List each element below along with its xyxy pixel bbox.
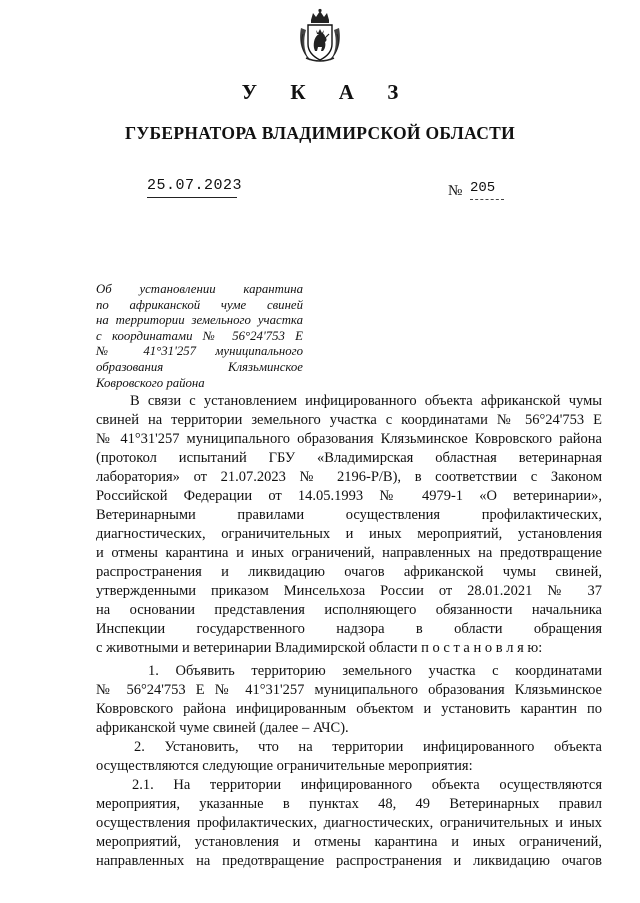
decree-number: 205: [470, 180, 504, 200]
body-line: диагностических, ограничительных и иных мероприятий, установления: [96, 526, 602, 542]
body-line: Ветеринарными правилами осуществления профилактических,: [96, 507, 602, 523]
body-line: Российской Федерации от 14.05.1993 № 4979-1 «О ветеринарии»,: [96, 488, 602, 504]
document-title: У К А З: [241, 80, 413, 104]
body-line: Инспекции государственного надзора в области обращения: [96, 621, 602, 637]
body-line: на основании представления исполняющего обязанности начальника: [96, 602, 602, 618]
decree-subject: [96, 282, 303, 391]
body-line: распространения и ликвидацию очагов африканской чумы свиней,: [96, 564, 602, 580]
subject-line: № 41°31'257 муниципального: [96, 344, 303, 359]
subject-line: Об установлении карантина: [96, 282, 303, 296]
body-line: лаборатория» от 21.07.2023 № 2196-Р/В), в соответствии с Законом: [96, 469, 602, 485]
body-line: осуществляются следующие ограничительные мероприятия:: [96, 758, 473, 774]
decree-body: [96, 392, 602, 871]
number-sign: №: [448, 183, 463, 199]
body-line: направленных на предотвращение распространения и ликвидацию очагов: [96, 853, 602, 869]
body-line: мероприятий, установления и отмены карантина и иных ограничений,: [96, 834, 602, 850]
body-line: осуществления профилактических, диагностических, ограничительных и иных: [96, 815, 602, 831]
body-line: африканской чуме свиней (далее – АЧС).: [96, 720, 349, 736]
document-subtitle: ГУБЕРНАТОРА ВЛАДИМИРСКОЙ ОБЛАСТИ: [124, 123, 516, 143]
item-2-1-line: 2.1. На территории инфицированного объекта осуществляются: [132, 777, 602, 793]
body-line: Ковровского района инфицированным объектом и установить карантин по: [96, 701, 602, 717]
body-line: В связи с установлением инфицированного объекта африканской чумы: [130, 393, 602, 409]
subject-line: Ковровского района: [96, 375, 205, 390]
body-line: с животными и ветеринарии Владимирской области п о с т а н о в л я ю:: [96, 640, 543, 656]
subject-line: с координатами № 56°24'753 Е: [96, 328, 303, 343]
body-line: утвержденными приказом Минсельхоза России от 28.01.2021 № 37: [96, 583, 602, 599]
body-line: № 56°24'753 Е № 41°31'257 муниципального образования Клязьминское: [96, 682, 602, 698]
body-line: № 41°31'257 муниципального образования Клязьминское Ковровского района: [96, 431, 602, 447]
body-line: мероприятия, указанные в пунктах 48, 49 Ветеринарных правил: [96, 796, 602, 812]
body-line: и отмены карантина и иных ограничений, направленных на предотвращение: [96, 545, 602, 561]
subject-line: по африканской чуме свиней: [96, 297, 303, 312]
subject-line: образования Клязьминское: [96, 359, 303, 374]
body-line: свиней на территории земельного участка с координатами № 56°24'753 Е: [96, 412, 602, 428]
item-1-line: 1. Объявить территорию земельного участка с координатами: [148, 663, 602, 679]
item-2-line: 2. Установить, что на территории инфицированного объекта: [134, 739, 602, 755]
subject-line: на территории земельного участка: [96, 313, 303, 328]
coat-of-arms-icon: [298, 8, 342, 64]
decree-date: 25.07.2023: [147, 177, 237, 198]
body-line: (протокол испытаний ГБУ «Владимирская областная ветеринарная: [96, 450, 602, 466]
